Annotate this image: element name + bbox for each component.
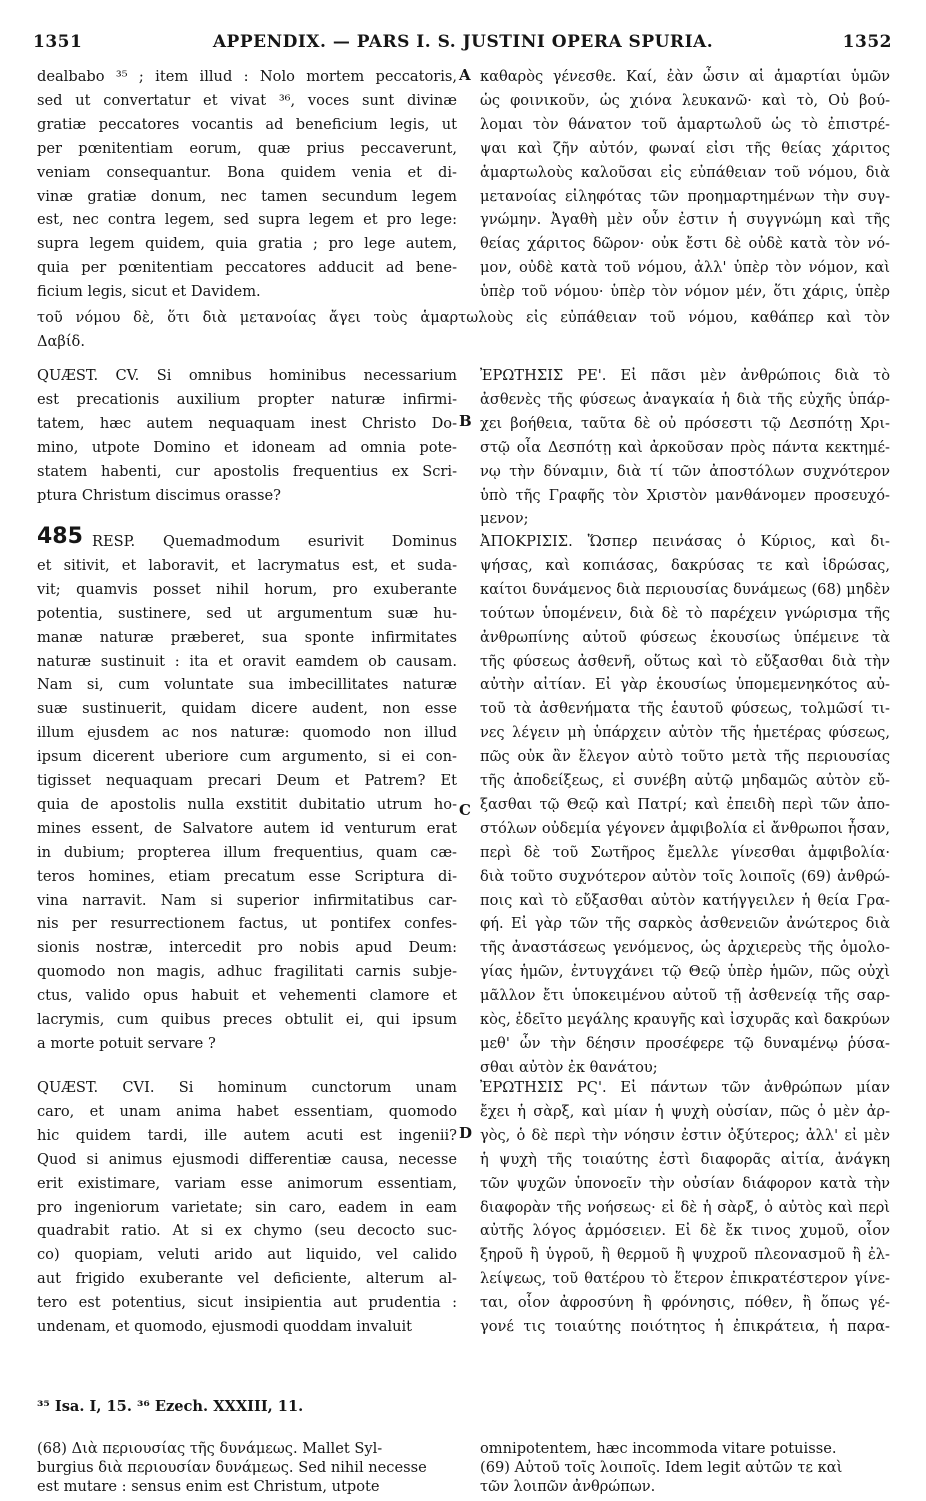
latin-line: gratiæ peccatores vocantis ad beneficium legis, ut — [37, 115, 457, 133]
page-number-right: 1352 — [842, 32, 892, 52]
margin-letter-c: C — [459, 801, 471, 819]
greek-line: μον, οὐδὲ κατὰ τοῦ νόμου, ἀλλ' ὑπὲρ τὸν νόμον, καὶ — [480, 259, 890, 277]
greek-question-line: τῶν ψυχῶν ὑπονοεῖν τὴν οὐσίαν διάφορον κατὰ τὴν — [480, 1174, 890, 1192]
greek-question-line: ἔχει ἡ σὰρξ, καὶ μίαν ἡ ψυχὴ οὐσίαν, πῶς ὁ μὲν ἀρ- — [480, 1102, 890, 1120]
greek-response-line: ποις καὶ τὸ εὔξασθαι αὐτὸν κατήγγειλεν ἡ θεία Γρα- — [480, 891, 890, 909]
latin-question-line: QUÆST. CV. Si omnibus hominibus necessarium — [37, 367, 457, 384]
latin-response-line: in dubium; propterea illum frequentius, quam cæ- — [37, 843, 457, 861]
latin-response-line: vit; quamvis posset nihil horum, pro exuberante — [37, 580, 457, 598]
latin-question-line: pro ingeniorum varietate; sin caro, eadem in eam — [37, 1198, 457, 1216]
latin-line: per pœnitentiam eorum, quæ prius peccaverunt, — [37, 139, 457, 157]
greek-response-line: τούτων ὑπομένειν, διὰ δὲ τὸ παρέχειν γνώρισμα τῆς — [480, 604, 890, 622]
greek-line: ἁμαρτωλοὺς καλοῦσαι εἰς εὐπάθειαν τοῦ νόμου, διὰ — [480, 163, 890, 181]
greek-full-line: Δαβίδ. — [37, 332, 85, 350]
greek-response-line: στόλων οὐδεμία γέγονεν ἀμφιβολία εἰ ἄνθρωποι ἦσαν, — [480, 819, 890, 837]
greek-response-line: τῆς ἀποδείξεως, εἰ συνέβη αὐτῷ μηδαμῶς αὐτὸν εὔ- — [480, 772, 890, 789]
footnote-line: est mutare : sensus enim est Christum, utpote — [37, 1478, 380, 1495]
greek-line: καθαρὸς γένεσθε. Καί, ἐὰν ὦσιν αἱ ἁμαρτίαι ὑμῶν — [480, 68, 890, 85]
greek-line: ὑπὲρ τοῦ νόμου· ὑπὲρ τὸν νόμον μέν, ὅτι χάρις, ὑπὲρ — [480, 283, 890, 301]
greek-response-line: περὶ δὲ τοῦ Σωτῆρος ἔμελλε γίνεσθαι ἀμφιβολία· — [480, 843, 890, 861]
paragraph-number: 485 — [37, 524, 83, 549]
latin-question-line: co) quopiam, veluti arido aut liquido, vel calido — [37, 1246, 457, 1264]
greek-response-line: γίας ἡμῶν, ἐντυγχάνει τῷ Θεῷ ὑπὲρ ἡμῶν, πῶς οὐχὶ — [480, 963, 890, 981]
margin-letter-d: D — [459, 1124, 473, 1142]
greek-line: θείας χάριτος δῶρον· οὐκ ἔστι δὲ οὐδὲ κατὰ τὸν νό- — [480, 235, 890, 253]
greek-question-line: ξηροῦ ἢ ὑγροῦ, ἢ θερμοῦ ἢ ψυχροῦ πλεονασμοῦ ἢ ἐλ- — [480, 1246, 890, 1264]
greek-question-line: γὸς, ὁ δὲ περὶ τὴν νόησιν ἐστιν ὀξύτερος; ἀλλ' εἰ μὲν — [480, 1126, 890, 1144]
greek-line: γνώμην. Ἀγαθὴ μὲν οὖν ἐστιν ἡ συγγνώμη καὶ τῆς — [480, 211, 890, 229]
footnote-line: τῶν λοιπῶν ἀνθρώπων. — [480, 1478, 656, 1495]
scripture-references: ³⁵ Isa. I, 15. ³⁶ Ezech. XXXIII, 11. — [37, 1398, 304, 1415]
latin-line: ficium legis, sicut et Davidem. — [37, 283, 261, 301]
footnote-line: (69) Αὐτοῦ τοῖς λοιποῖς. Idem legit αὐτῶν τε καὶ — [480, 1459, 843, 1476]
latin-response-line: ipsum dicerent uberiore cum argumento, si ei con- — [37, 748, 457, 766]
greek-line: λομαι τὸν θάνατον τοῦ ἁμαρτωλοῦ ὡς τὸ ἐπιστρέ- — [480, 115, 890, 133]
footnote-line: burgius διὰ περιουσίαν δυνάμεως. Sed nihil necesse — [37, 1459, 427, 1476]
latin-response-line: ctus, valido opus habuit et vehementi clamore et — [37, 987, 457, 1005]
greek-line: μετανοίας εἰληφότας τῶν προημαρτημένων τὴν συγ- — [480, 187, 890, 205]
greek-full-line: τοῦ νόμου δὲ, ὅτι διὰ μετανοίας ἄγει τοὺς ἁμαρτωλοὺς εἰς εὐπάθειαν τοῦ νόμου, καθάπερ καὶ τὸν — [37, 309, 890, 326]
greek-response-line: μεθ' ὧν τὴν δέησιν προσέφερε τῷ δυναμένῳ ῥύσα- — [480, 1034, 890, 1052]
latin-question-line: hic quidem tardi, ille autem acuti est ingenii? — [37, 1126, 457, 1144]
latin-response-line: potentia, sustinere, sed ut argumentum suæ hu- — [37, 604, 457, 622]
latin-line: dealbabo ³⁵ ; item illud : Nolo mortem peccatoris, — [37, 68, 457, 85]
latin-response-line: mines essent, de Salvatore autem id venturum erat — [37, 819, 457, 837]
greek-response-line: διὰ τοῦτο συχνότερον αὐτὸν τοῖς λοιποῖς (69) ἀνθρώ- — [480, 867, 890, 885]
latin-question-line: tero est potentius, sicut insipientia aut prudentia : — [37, 1294, 457, 1312]
latin-question-line: tatem, hæc autem nequaquam inest Christo Do- — [37, 414, 457, 432]
greek-question-line: αὐτῆς λόγος ἁρμόσειεν. Εἰ δὲ ἔκ τινος χυμοῦ, οἷον — [480, 1222, 890, 1240]
greek-response-line: ἀνθρωπίνης αὐτοῦ φύσεως ἑκουσίως ὑπέμεινε τὰ — [480, 628, 890, 646]
footnote-line: omnipotentem, hæc incommoda vitare potuisse. — [480, 1440, 837, 1457]
greek-response-line: τῆς φύσεως ἀσθενῆ, οὕτως καὶ τὸ εὔξασθαι διὰ τὴν — [480, 652, 890, 670]
greek-question-line: διαφορὰν τῆς νοήσεως· εἰ δὲ ἡ σὰρξ, ὁ αὐτὸς καὶ περὶ — [480, 1198, 890, 1216]
greek-question-line: χει βοήθεια, ταῦτα δὲ οὐ πρόσεστι τῷ Δεσπότῃ Χρι- — [480, 414, 890, 432]
latin-response-line: suæ sustinuerit, quidam dicere audent, non esse — [37, 700, 457, 718]
greek-question-line: μενον; — [480, 510, 529, 528]
greek-response-line: ξασθαι τῷ Θεῷ καὶ Πατρί; καὶ ἐπειδὴ περὶ τῶν ἀπο- — [480, 795, 890, 813]
greek-response-line: τοῦ τὰ ἀσθενήματα τῆς ἑαυτοῦ φύσεως, τολμῶσί τι- — [480, 700, 890, 718]
greek-response-line: ψήσας, καὶ κοπιάσας, δακρύσας τε καὶ ἱδρώσας, — [480, 556, 890, 574]
latin-response-line: a morte potuit servare ? — [37, 1034, 216, 1052]
latin-question-line: undenam, et quomodo, ejusmodi quoddam invaluit — [37, 1318, 413, 1335]
margin-letter-a: A — [459, 66, 471, 84]
latin-question-line: Quod si animus ejusmodi differentiæ causa, necesse — [37, 1150, 457, 1168]
greek-line: ψαι καὶ ζῆν αὐτόν, φωναί εἰσι τῆς θείας χάριτος — [480, 139, 890, 157]
latin-question-line: est precationis auxilium propter naturæ infirmi- — [37, 390, 457, 408]
greek-response-line: καίτοι δυνάμενος διὰ περιουσίας δυνάμεως (68) μηδὲν — [480, 580, 890, 598]
greek-question-line: ἘΡΩΤΗΣΙΣ ΡϚ'. Εἰ πάντων τῶν ἀνθρώπων μίαν — [480, 1079, 890, 1096]
greek-question-line: νῳ τὴν δύναμιν, διὰ τί τῶν ἀποστόλων συχνότερον — [480, 462, 890, 480]
greek-response-line: μᾶλλον ἔτι ὑποκειμένου αὐτοῦ τῇ ἀσθενείᾳ τῆς σαρ- — [480, 987, 890, 1005]
greek-question-line: ἡ ψυχὴ τῆς τοιαύτης ἐστὶ διαφορᾶς αἰτία, ἀνάγκη — [480, 1150, 890, 1168]
latin-response-line: RESP. Quemadmodum esurivit Dominus — [92, 533, 457, 550]
greek-question-line: ἘΡΩΤΗΣΙΣ ΡΕ'. Εἰ πᾶσι μὲν ἀνθρώποις διὰ τὸ — [480, 367, 890, 384]
footnote-line: (68) Διὰ περιουσίας τῆς δυνάμεως. Mallet Syl- — [37, 1440, 383, 1457]
running-title: APPENDIX. — PARS I. S. JUSTINI OPERA SPURIA. — [212, 32, 714, 52]
latin-question-line: ptura Christum discimus orasse? — [37, 486, 281, 504]
latin-question-line: caro, et unam anima habet essentiam, quomodo — [37, 1102, 457, 1120]
greek-response-line: πῶς οὐκ ἂν ἔλεγον αὐτὸ τοῦτο μετὰ τῆς περιουσίας — [480, 748, 890, 766]
greek-question-line: ὑπὸ τῆς Γραφῆς τὸν Χριστὸν μανθάνομεν προσευχό- — [480, 486, 890, 504]
latin-response-line: Nam si, cum voluntate sua imbecillitates naturæ — [37, 676, 457, 694]
latin-response-line: lacrymis, cum quibus preces obtulit ei, qui ipsum — [37, 1011, 457, 1028]
latin-line: sed ut convertatur et vivat ³⁶, voces sunt divinæ — [37, 91, 457, 109]
greek-question-line: στῷ οἷα Δεσπότῃ καὶ ἀρκοῦσαν πρὸς πάντα κεκτημέ- — [480, 438, 890, 456]
latin-response-line: illum ejusdem ac nos naturæ: quomodo non illud — [37, 724, 457, 742]
greek-response-line: νες λέγειν μὴ ὑπάρχειν αὐτὸν τῆς ἡμετέρας φύσεως, — [480, 724, 890, 742]
latin-line: quia per pœnitentiam peccatores adducit ad bene- — [37, 259, 457, 277]
greek-response-line: τῆς ἀναστάσεως γενόμενος, ὡς ἀρχιερεὺς τῆς ὁμολο- — [480, 939, 890, 957]
latin-response-line: quomodo non magis, adhuc fragilitati carnis subje- — [37, 963, 457, 981]
latin-response-line: sionis nostræ, intercedit pro nobis apud Deum: — [37, 939, 457, 957]
latin-line: supra legem quidem, quia gratia ; pro lege autem, — [37, 235, 457, 253]
page-number-left: 1351 — [33, 32, 83, 52]
latin-question-line: aut frigido exuberante vel deficiente, alterum al- — [37, 1270, 457, 1288]
greek-response-line: φή. Εἰ γὰρ τῶν τῆς σαρκὸς ἀσθενειῶν ἀνώτερος διὰ — [480, 915, 890, 933]
latin-line: est, nec contra legem, sed supra legem et pro lege: — [37, 211, 457, 229]
latin-question-line: quadrabit ratio. At si ex chymo (seu decocto suc- — [37, 1222, 457, 1240]
latin-line: veniam consequantur. Bona quidem venia et di- — [37, 163, 457, 181]
latin-response-line: manæ naturæ præberet, sua sponte infirmitates — [37, 628, 457, 646]
greek-question-line: ἀσθενὲς τῆς φύσεως ἀναγκαία ἡ διὰ τῆς εὐχῆς ὑπάρ- — [480, 390, 890, 408]
latin-response-line: tigisset nequaquam precari Deum et Patrem? Et — [37, 772, 457, 789]
latin-response-line: quia de apostolis nulla exstitit dubitatio utrum ho- — [37, 795, 457, 813]
greek-line: ὡς φοινικοῦν, ὡς χιόνα λευκανῶ· καὶ τὸ, Οὐ βού- — [480, 91, 890, 109]
greek-question-line: ται, οἷον ἀφροσύνη ἢ φρόνησις, πόθεν, ἢ ὅπως γέ- — [480, 1294, 890, 1312]
latin-response-line: vina narravit. Nam si superior infirmitatibus car- — [37, 891, 457, 909]
latin-line: vinæ gratiæ donum, nec tamen secundum legem — [37, 187, 457, 205]
latin-response-line: teros homines, etiam precatum esse Scriptura di- — [37, 867, 457, 885]
latin-question-line: mino, utpote Domino et idoneam ad omnia pote- — [37, 438, 457, 456]
latin-response-line: naturæ sustinuit : ita et oravit eamdem ob causam. — [37, 652, 457, 670]
latin-question-line: erit existimare, variam esse animorum essentiam, — [37, 1174, 457, 1192]
greek-response-line: αὐτὴν αἰτίαν. Εἰ γὰρ ἑκουσίως ὑπομεμενηκότος αὐ- — [480, 676, 890, 694]
greek-response-line: ἈΠΟΚΡΙΣΙΣ. Ὥσπερ πεινάσας ὁ Κύριος, καὶ δι- — [480, 533, 890, 550]
latin-question-line: statem habenti, cur apostolis frequentius ex Scri- — [37, 462, 457, 480]
greek-question-line: λείψεως, τοῦ θατέρου τὸ ἕτερον ἐπικρατέστερον γίνε- — [480, 1270, 890, 1288]
latin-response-line: nis per resurrectionem factus, ut pontifex confes- — [37, 915, 457, 933]
latin-response-line: et sitivit, et laboravit, et lacrymatus est, et suda- — [37, 556, 457, 574]
greek-question-line: γονέ τις τοιαύτης ποιότητος ἡ ἐπικράτεια, ἡ παρα- — [480, 1318, 890, 1335]
greek-response-line: σθαι αὐτὸν ἐκ θανάτου; — [480, 1058, 658, 1076]
latin-question-line: QUÆST. CVI. Si hominum cunctorum unam — [37, 1079, 457, 1096]
greek-response-line: κὸς, ἐδεῖτο μεγάλης κραυγῆς καὶ ἰσχυρᾶς καὶ δακρύων — [480, 1011, 890, 1028]
margin-letter-b: B — [459, 412, 472, 430]
